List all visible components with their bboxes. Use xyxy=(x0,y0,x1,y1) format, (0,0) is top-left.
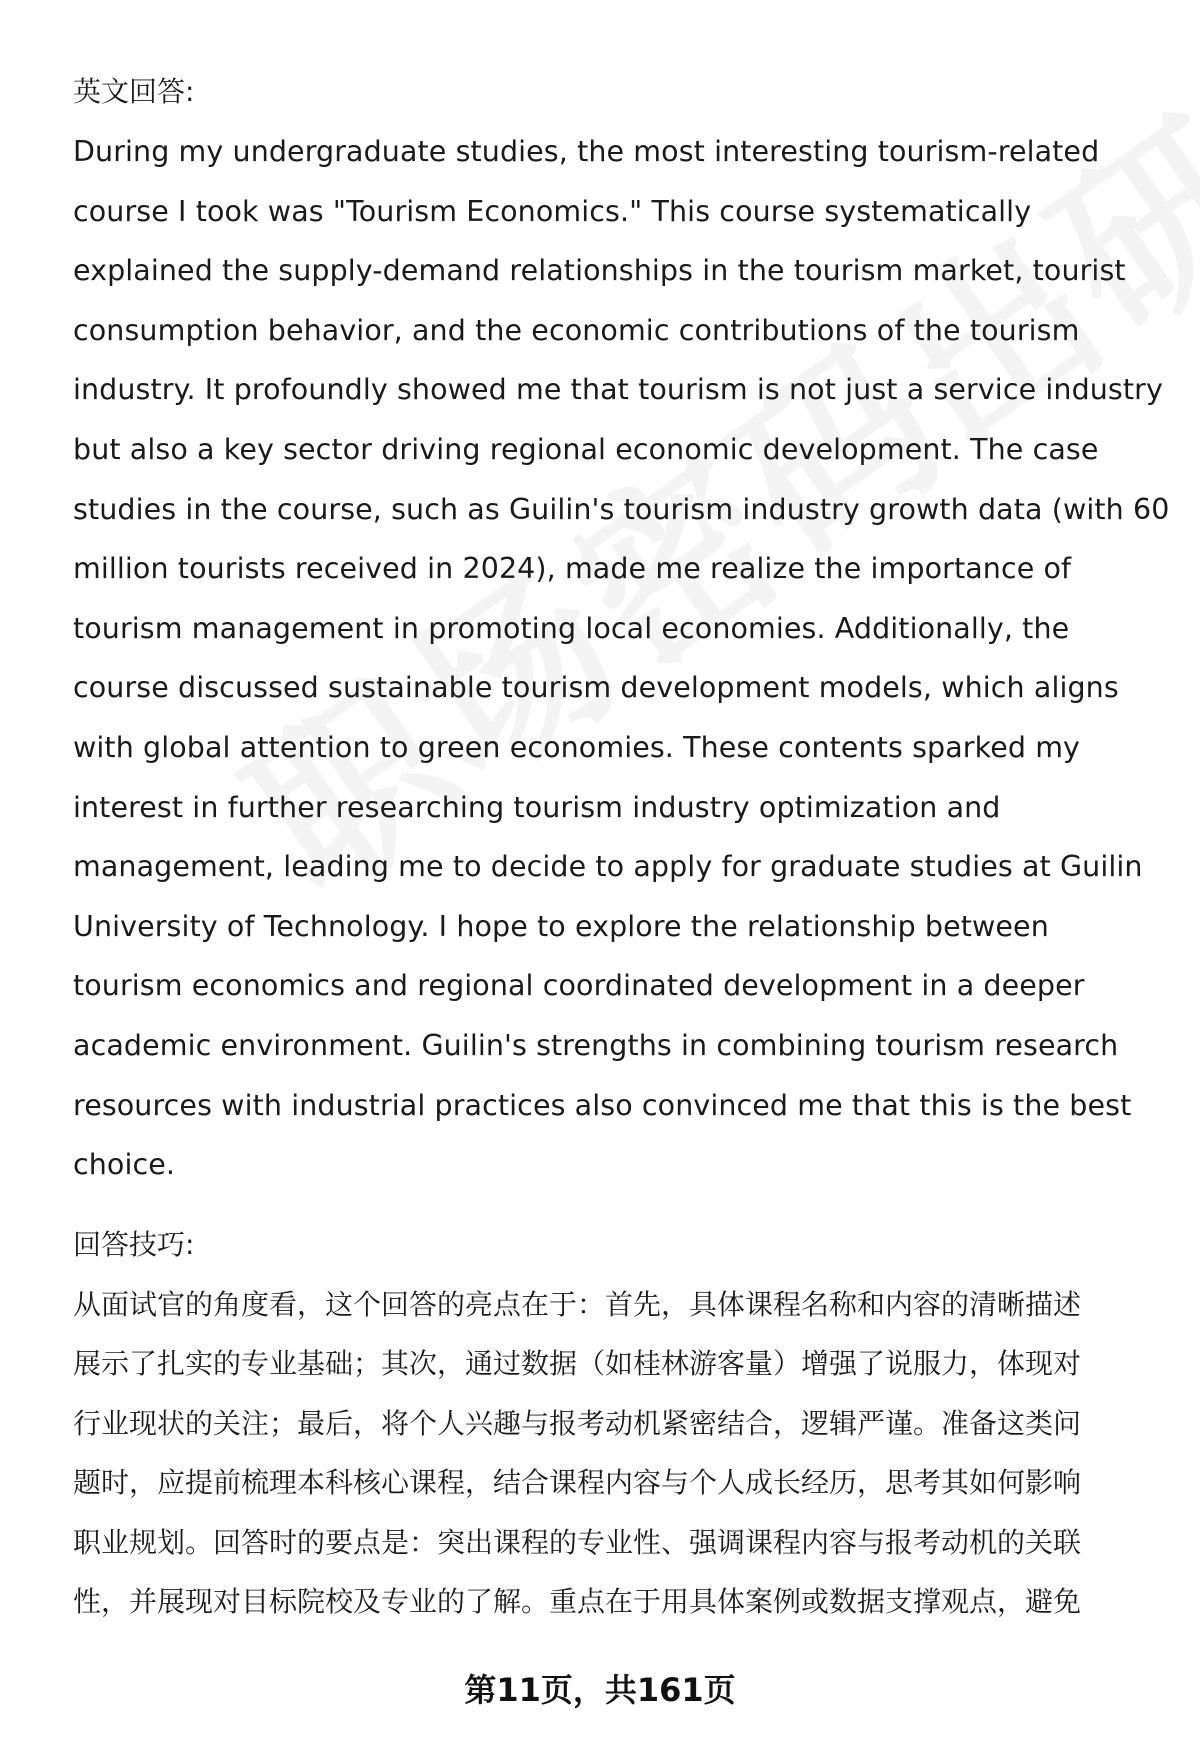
paragraph-line: industry. It profoundly showed me that tourism is not just a service industry xyxy=(73,373,1163,407)
paragraph-line: studies in the course, such as Guilin's tourism industry growth data (with 60 xyxy=(73,492,1170,526)
paragraph-line: 从面试官的角度看，这个回答的亮点在于：首先，具体课程名称和内容的清晰描述 xyxy=(73,1287,1082,1321)
paragraph-line: During my undergraduate studies, the most interesting tourism-related xyxy=(73,135,1100,168)
paragraph-line: tourism economics and regional coordinated development in a deeper xyxy=(73,969,1085,1003)
tips-paragraph xyxy=(73,1275,1155,1632)
paragraph-line: resources with industrial practices also convinced me that this is the best xyxy=(73,1088,1132,1122)
paragraph-line: explained the supply-demand relationships in the tourism market, tourist xyxy=(73,254,1126,288)
answer-heading: 英文回答: xyxy=(73,75,195,108)
paragraph-line: consumption behavior, and the economic contributions of the tourism xyxy=(73,313,1080,347)
paragraph-line: 题时，应提前梳理本科核心课程，结合课程内容与个人成长经历，思考其如何影响 xyxy=(73,1466,1082,1500)
paragraph-line: University of Technology. I hope to explore the relationship between xyxy=(73,909,1049,943)
paragraph-line: 展示了扎实的专业基础；其次，通过数据（如桂林游客量）增强了说服力，体现对 xyxy=(73,1347,1082,1381)
paragraph-line: 性，并展现对目标院校及专业的了解。重点在于用具体案例或数据支撑观点，避免 xyxy=(73,1585,1082,1619)
paragraph-line: but also a key sector driving regional economic development. The case xyxy=(73,432,1099,466)
paragraph-line: million tourists received in 2024), made me realize the importance of xyxy=(73,552,1072,586)
page-content xyxy=(73,62,1170,1632)
paragraph-line: choice. xyxy=(73,1148,176,1182)
paragraph-line: course I took was "Tourism Economics." This course systematically xyxy=(73,194,1032,228)
english-answer-paragraph xyxy=(73,122,1170,1195)
paragraph-line: 行业现状的关注；最后，将个人兴趣与报考动机紧密结合，逻辑严谨。准备这类问 xyxy=(73,1406,1082,1440)
paragraph-line: 职业规划。回答时的要点是：突出课程的专业性、强调课程内容与报考动机的关联 xyxy=(73,1525,1082,1559)
paragraph-line: tourism management in promoting local economies. Additionally, the xyxy=(73,611,1070,645)
tips-heading: 回答技巧: xyxy=(73,1227,195,1261)
paragraph-line: academic environment. Guilin's strengths in combining tourism research xyxy=(73,1028,1119,1062)
paragraph-line: management, leading me to decide to apply for graduate studies at Guilin xyxy=(73,850,1143,884)
paragraph-line: interest in further researching tourism industry optimization and xyxy=(73,790,1001,824)
paragraph-line: with global attention to green economies. These contents sparked my xyxy=(73,730,1081,764)
paragraph-line: course discussed sustainable tourism development models, which aligns xyxy=(73,671,1119,705)
page-number: 第11页，共161页 xyxy=(464,1671,736,1709)
